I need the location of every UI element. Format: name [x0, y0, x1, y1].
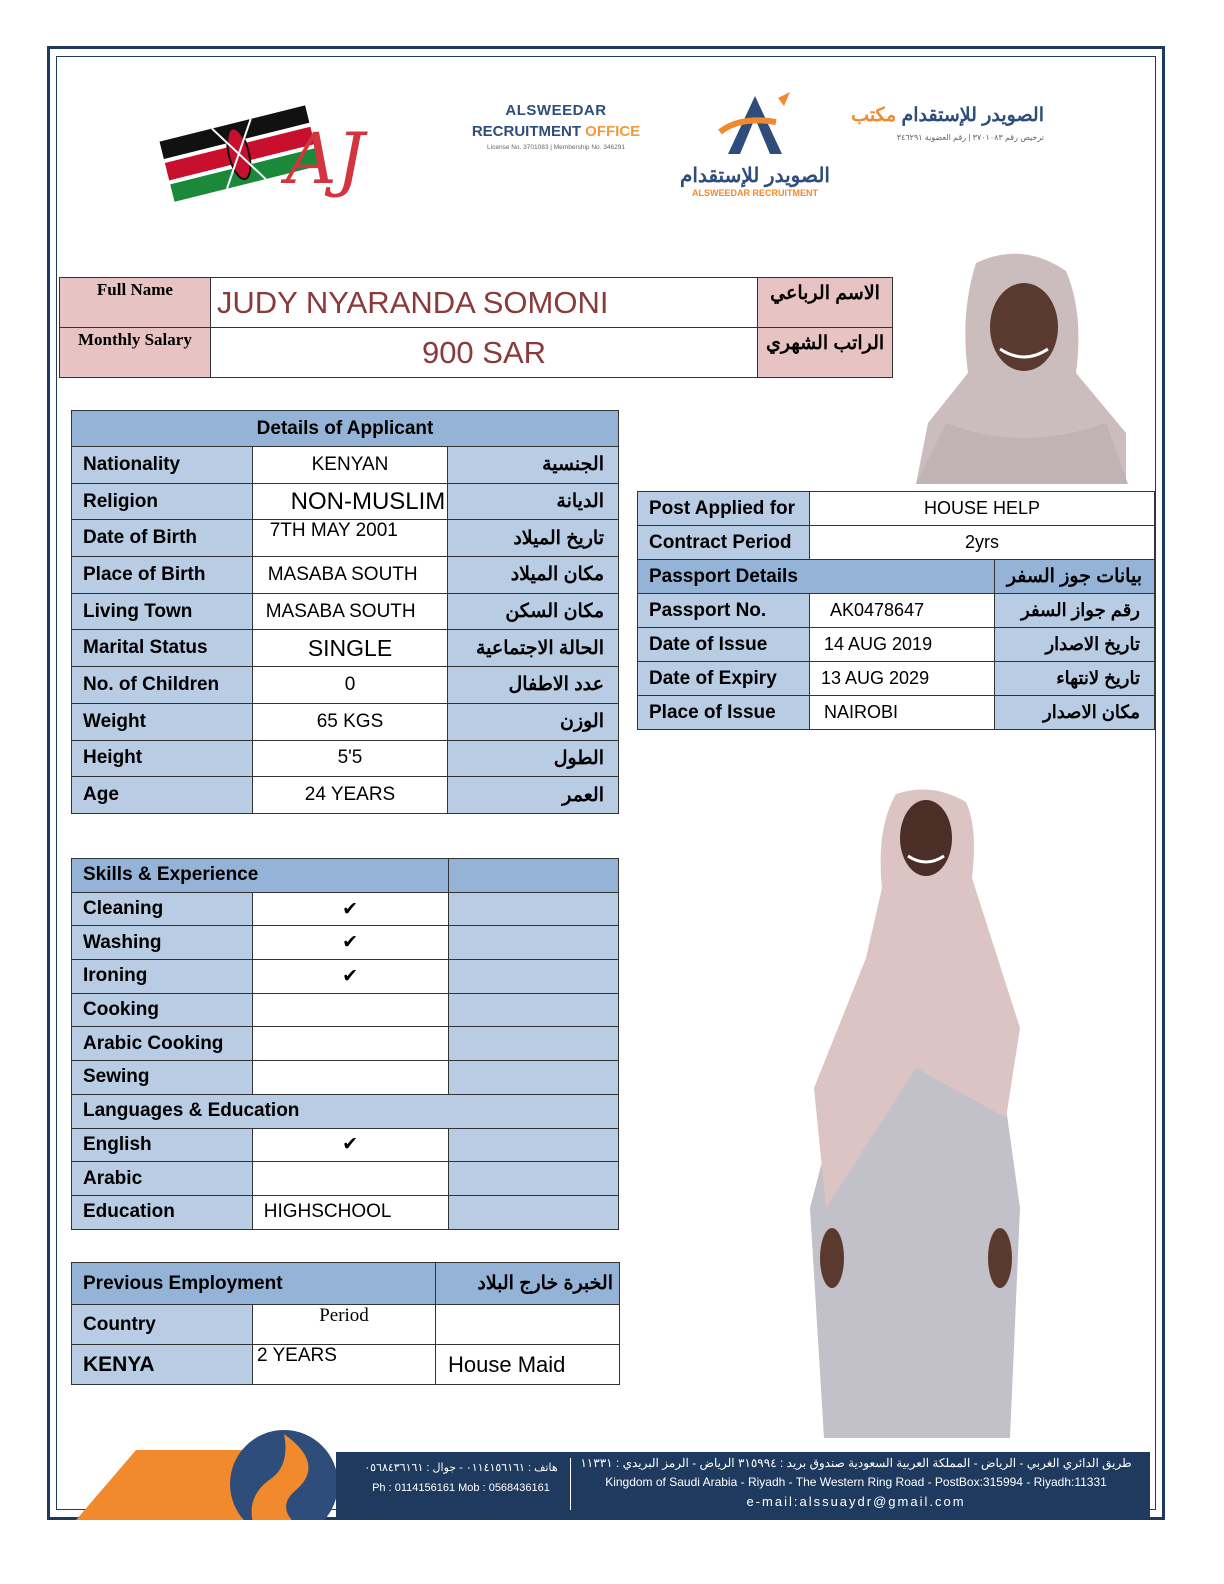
details-label: Religion [72, 483, 253, 520]
period-label: Period [253, 1305, 436, 1345]
details-ar-label: الوزن [448, 703, 619, 740]
details-value: SINGLE [252, 630, 448, 667]
table-row [72, 447, 619, 484]
previous-title-ar: الخبرة خارج البلاد [436, 1263, 620, 1305]
passport-section-ar: بيانات جوز السفر [995, 560, 1155, 594]
center-logo-ar: الصويدر للإستقدام [680, 165, 830, 187]
right-logo [848, 104, 1044, 154]
table-row [72, 483, 619, 520]
footer-phone [356, 1458, 566, 1498]
details-label: No. of Children [72, 667, 253, 704]
details-value: 0 [252, 667, 448, 704]
passport-table [637, 491, 1155, 730]
full-name-ar-label: الاسم الرباعي [758, 278, 893, 328]
table-row [72, 1263, 620, 1305]
table-row [72, 1094, 619, 1128]
check-icon: ✔ [252, 1128, 448, 1162]
details-ar-label: الجنسية [448, 447, 619, 484]
aj-kenya-logo [158, 88, 368, 208]
table-row [72, 1027, 619, 1061]
table-row [72, 892, 619, 926]
passport-label: Passport No. [638, 594, 810, 628]
empty-cell [448, 859, 618, 893]
office-license: License No. 3701083 | Membership No. 346291 [487, 144, 625, 151]
table-row [72, 630, 619, 667]
position-value: House Maid [436, 1345, 620, 1385]
details-label: Marital Status [72, 630, 253, 667]
empty-cell [448, 1027, 618, 1061]
empty-cell [448, 993, 618, 1027]
details-value: 65 KGS [252, 703, 448, 740]
a-mark-icon [680, 92, 830, 158]
details-label: Date of Birth [72, 520, 253, 557]
details-ar-label: الديانة [448, 483, 619, 520]
table-row [72, 1061, 619, 1095]
details-ar-label: تاريخ الميلاد [448, 520, 619, 557]
center-logo [680, 92, 830, 204]
period-value: 2 YEARS [253, 1345, 436, 1385]
table-row [72, 520, 619, 557]
svg-text:AJ: AJ [286, 118, 365, 200]
passport-label: Place of Issue [638, 696, 810, 730]
country-label: Country [72, 1305, 253, 1345]
details-label: Age [72, 777, 253, 814]
footer-email[interactable]: e-mail:alssuaydr@gmail.com [746, 1494, 966, 1509]
passport-ar-label: مكان الاصدار [995, 696, 1155, 730]
empty-cell [448, 1162, 618, 1196]
table-row [72, 993, 619, 1027]
skill-label: Ironing [72, 960, 253, 994]
table-row [72, 1345, 620, 1385]
details-value: KENYAN [252, 447, 448, 484]
education-label: Education [72, 1195, 253, 1229]
table-row [72, 703, 619, 740]
details-label: Living Town [72, 593, 253, 630]
passport-value: NAIROBI [810, 696, 995, 730]
footer-logo-icon [76, 1428, 356, 1520]
passport-label: Date of Expiry [638, 662, 810, 696]
salary-value: 900 SAR [210, 328, 757, 378]
table-row [638, 594, 1155, 628]
full-name-value: JUDY NYARANDA SOMONI [210, 278, 757, 328]
post-label: Post Applied for [638, 492, 810, 526]
details-ar-label: الحالة الاجتماعية [448, 630, 619, 667]
contract-label: Contract Period [638, 526, 810, 560]
passport-value: 13 AUG 2029 [810, 662, 995, 696]
footer-address-ar: طريق الدائري الغربي - الرياض - المملكة العربية السعودية صندوق بريد : ٣١٥٩٩٤ الرياض - الرمز البريدي : ١١٣٣١ [580, 1456, 1132, 1470]
table-row [72, 740, 619, 777]
details-ar-label: مكان السكن [448, 593, 619, 630]
details-ar-label: مكان الميلاد [448, 557, 619, 594]
details-label: Height [72, 740, 253, 777]
details-value: 5'5 [252, 740, 448, 777]
language-label: English [72, 1128, 253, 1162]
footer-phone-en: Ph : 0114156161 Mob : 0568436161 [372, 1482, 550, 1494]
footer [76, 1428, 1150, 1520]
name-salary-table [59, 277, 893, 378]
previous-title: Previous Employment [72, 1263, 436, 1305]
contract-value: 2yrs [810, 526, 1155, 560]
empty-cell [448, 1128, 618, 1162]
skill-value [252, 1061, 448, 1095]
table-row [72, 593, 619, 630]
details-value: MASABA SOUTH [252, 557, 448, 594]
full-name-label: Full Name [60, 278, 211, 328]
footer-divider [570, 1458, 571, 1510]
empty-cell [448, 1195, 618, 1229]
skills-title: Skills & Experience [72, 859, 449, 893]
headshot-photo [916, 253, 1128, 484]
table-row [638, 492, 1155, 526]
table-row [72, 1128, 619, 1162]
skill-value [252, 993, 448, 1027]
full-body-photo [806, 788, 1028, 1442]
passport-ar-label: رقم جواز السفر [995, 594, 1155, 628]
details-value: 24 YEARS [252, 777, 448, 814]
details-label: Weight [72, 703, 253, 740]
details-value: NON-MUSLIM [252, 483, 448, 520]
table-row [72, 1162, 619, 1196]
skill-label: Cleaning [72, 892, 253, 926]
right-logo-license: ترخيص رقم ٣٧٠١٠٨٣ | رقم العضوية ٣٤٦٢٩١ [896, 133, 1044, 142]
passport-value: 14 AUG 2019 [810, 628, 995, 662]
details-title: Details of Applicant [72, 411, 619, 447]
empty-cell [448, 892, 618, 926]
right-logo-ar: الصويدر للإستقدام مكتب [851, 105, 1044, 126]
details-value: 7TH MAY 2001 [252, 520, 448, 557]
country-value: KENYA [72, 1345, 253, 1385]
salary-ar-label: الراتب الشهري [758, 328, 893, 378]
passport-ar-label: تاريخ الاصدار [995, 628, 1155, 662]
footer-address-en: Kingdom of Saudi Arabia - Riyadh - The Western Ring Road - PostBox:315994 - Riyadh:11331 [605, 1475, 1107, 1489]
footer-address [576, 1454, 1136, 1511]
passport-value: AK0478647 [810, 594, 995, 628]
table-row [638, 560, 1155, 594]
table-row [72, 1195, 619, 1229]
education-value: HIGHSCHOOL [252, 1195, 448, 1229]
table-row [638, 628, 1155, 662]
details-value: MASABA SOUTH [252, 593, 448, 630]
table-row [72, 859, 619, 893]
passport-ar-label: تاريخ لانتهاء [995, 662, 1155, 696]
skill-label: Arabic Cooking [72, 1027, 253, 1061]
details-ar-label: العمر [448, 777, 619, 814]
empty-cell [448, 960, 618, 994]
skill-label: Sewing [72, 1061, 253, 1095]
table-row [72, 557, 619, 594]
passport-label: Date of Issue [638, 628, 810, 662]
footer-phone-ar: هاتف : ٠١١٤١٥٦١٦١ - جوال : ٠٥٦٨٤٣٦١٦١ [364, 1462, 558, 1474]
table-row [72, 960, 619, 994]
details-ar-label: الطول [448, 740, 619, 777]
language-value [252, 1162, 448, 1196]
skills-table [71, 858, 619, 1230]
salary-label: Monthly Salary [60, 328, 211, 378]
check-icon: ✔ [252, 892, 448, 926]
center-logo-en: ALSWEEDAR RECRUITMENT [692, 188, 818, 198]
skill-label: Cooking [72, 993, 253, 1027]
details-label: Nationality [72, 447, 253, 484]
applicant-details-table [71, 410, 619, 814]
previous-employment-table [71, 1262, 620, 1385]
language-label: Arabic [72, 1162, 253, 1196]
table-row [72, 777, 619, 814]
check-icon: ✔ [252, 960, 448, 994]
table-row [72, 667, 619, 704]
office-logo-line2: RECRUITMENT OFFICE [471, 123, 641, 140]
table-row [72, 926, 619, 960]
table-row [638, 662, 1155, 696]
table-row [638, 696, 1155, 730]
details-label: Place of Birth [72, 557, 253, 594]
skill-value [252, 1027, 448, 1061]
skill-label: Washing [72, 926, 253, 960]
office-logo [466, 102, 646, 162]
empty-cell [448, 1061, 618, 1095]
details-ar-label: عدد الاطفال [448, 667, 619, 704]
passport-section-label: Passport Details [638, 560, 995, 594]
table-row [638, 526, 1155, 560]
empty-cell [436, 1305, 620, 1345]
languages-title: Languages & Education [72, 1094, 619, 1128]
table-row [72, 1305, 620, 1345]
post-value: HOUSE HELP [810, 492, 1155, 526]
empty-cell [448, 926, 618, 960]
office-logo-line1: ALSWEEDAR [505, 102, 607, 119]
check-icon: ✔ [252, 926, 448, 960]
